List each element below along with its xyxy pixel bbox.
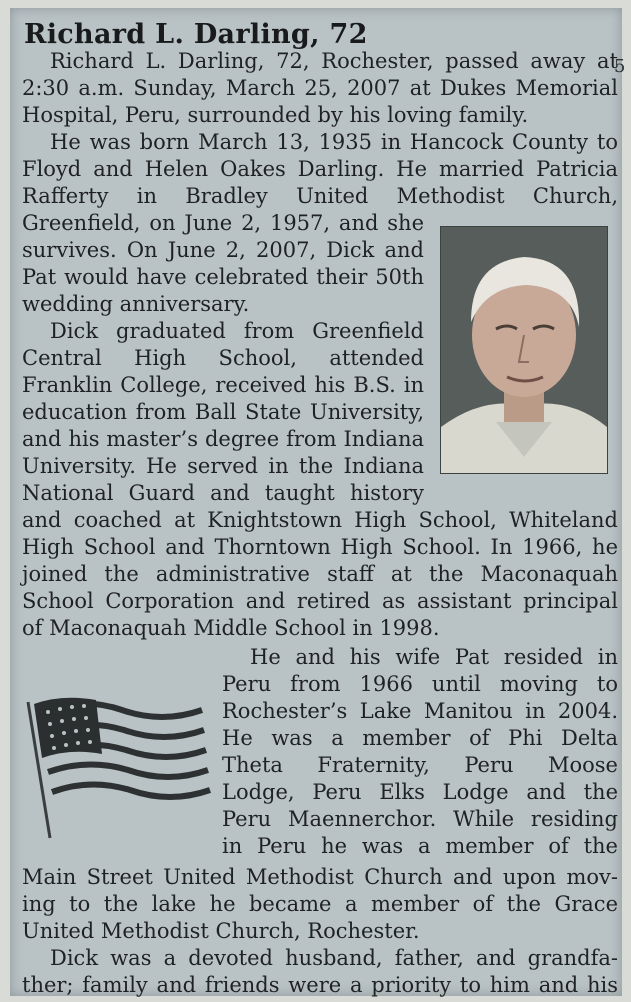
body-line: National Guard and taught history xyxy=(22,481,424,505)
body-line: Franklin College, received his B.S. in xyxy=(22,373,424,397)
portrait-illustration xyxy=(441,227,607,473)
body-line: in Peru he was a member of the xyxy=(222,834,618,858)
body-line: School Corporation and retired as assistant principal xyxy=(22,589,618,613)
body-line: joined the administrative staff at the Maconaquah xyxy=(22,562,618,586)
body-line: Dick was a devoted husband, father, and grandfa- xyxy=(50,946,618,970)
flag-icon xyxy=(22,692,212,842)
body-line: education from Ball State University, xyxy=(22,400,424,424)
body-line: He was a member of Phi Delta xyxy=(222,726,618,750)
body-line: and his master’s degree from Indiana xyxy=(22,427,424,451)
body-line: Richard L. Darling, 72, Rochester, passed away at xyxy=(50,49,618,73)
body-line: Rafferty in Bradley United Methodist Church, xyxy=(22,184,618,208)
body-line: Main Street United Methodist Church and upon mov- xyxy=(22,865,618,889)
body-line: ther; family and friends were a priority to him and his xyxy=(22,973,618,997)
body-line: of Maconaquah Middle School in 1998. xyxy=(22,616,440,640)
body-line: Central High School, attended xyxy=(22,346,424,370)
body-line: survives. On June 2, 2007, Dick and xyxy=(22,238,424,262)
body-line: Greenfield, on June 2, 1957, and she xyxy=(22,211,424,235)
portrait-photo xyxy=(440,226,608,474)
body-line: University. He served in the Indiana xyxy=(22,454,424,478)
body-line: Pat would have celebrated their 50th xyxy=(22,265,424,289)
body-line: Peru from 1966 until moving to xyxy=(222,672,618,696)
body-line: High School and Thorntown High School. In 1966, he xyxy=(22,535,618,559)
body-line: He and his wife Pat resided in xyxy=(250,645,618,669)
body-line: ing to the lake he became a member of the Grace xyxy=(22,892,618,916)
body-line: Lodge, Peru Elks Lodge and the xyxy=(222,780,618,804)
newspaper-clipping xyxy=(10,8,626,997)
body-line: Dick graduated from Greenfield xyxy=(50,319,424,343)
body-line: Theta Fraternity, Peru Moose xyxy=(222,753,618,777)
body-line: 2:30 a.m. Sunday, March 25, 2007 at Dukes Memorial xyxy=(22,76,618,100)
obituary-headline: Richard L. Darling, 72 xyxy=(24,19,368,50)
body-line: United Methodist Church, Rochester. xyxy=(22,919,420,943)
body-line: Floyd and Helen Oakes Darling. He married Patricia xyxy=(22,157,618,181)
body-line: He was born March 13, 1935 in Hancock County to xyxy=(50,130,618,154)
adjacent-column-fragment: 5 xyxy=(614,56,626,77)
body-line: and coached at Knightstown High School, Whiteland xyxy=(22,508,618,532)
body-line: Hospital, Peru, surrounded by his loving family. xyxy=(22,103,529,127)
body-line: Rochester’s Lake Manitou in 2004. xyxy=(222,699,618,723)
body-line: Peru Maennerchor. While residing xyxy=(222,807,618,831)
body-line: wedding anniversary. xyxy=(22,292,250,316)
american-flag-illustration xyxy=(22,692,212,842)
